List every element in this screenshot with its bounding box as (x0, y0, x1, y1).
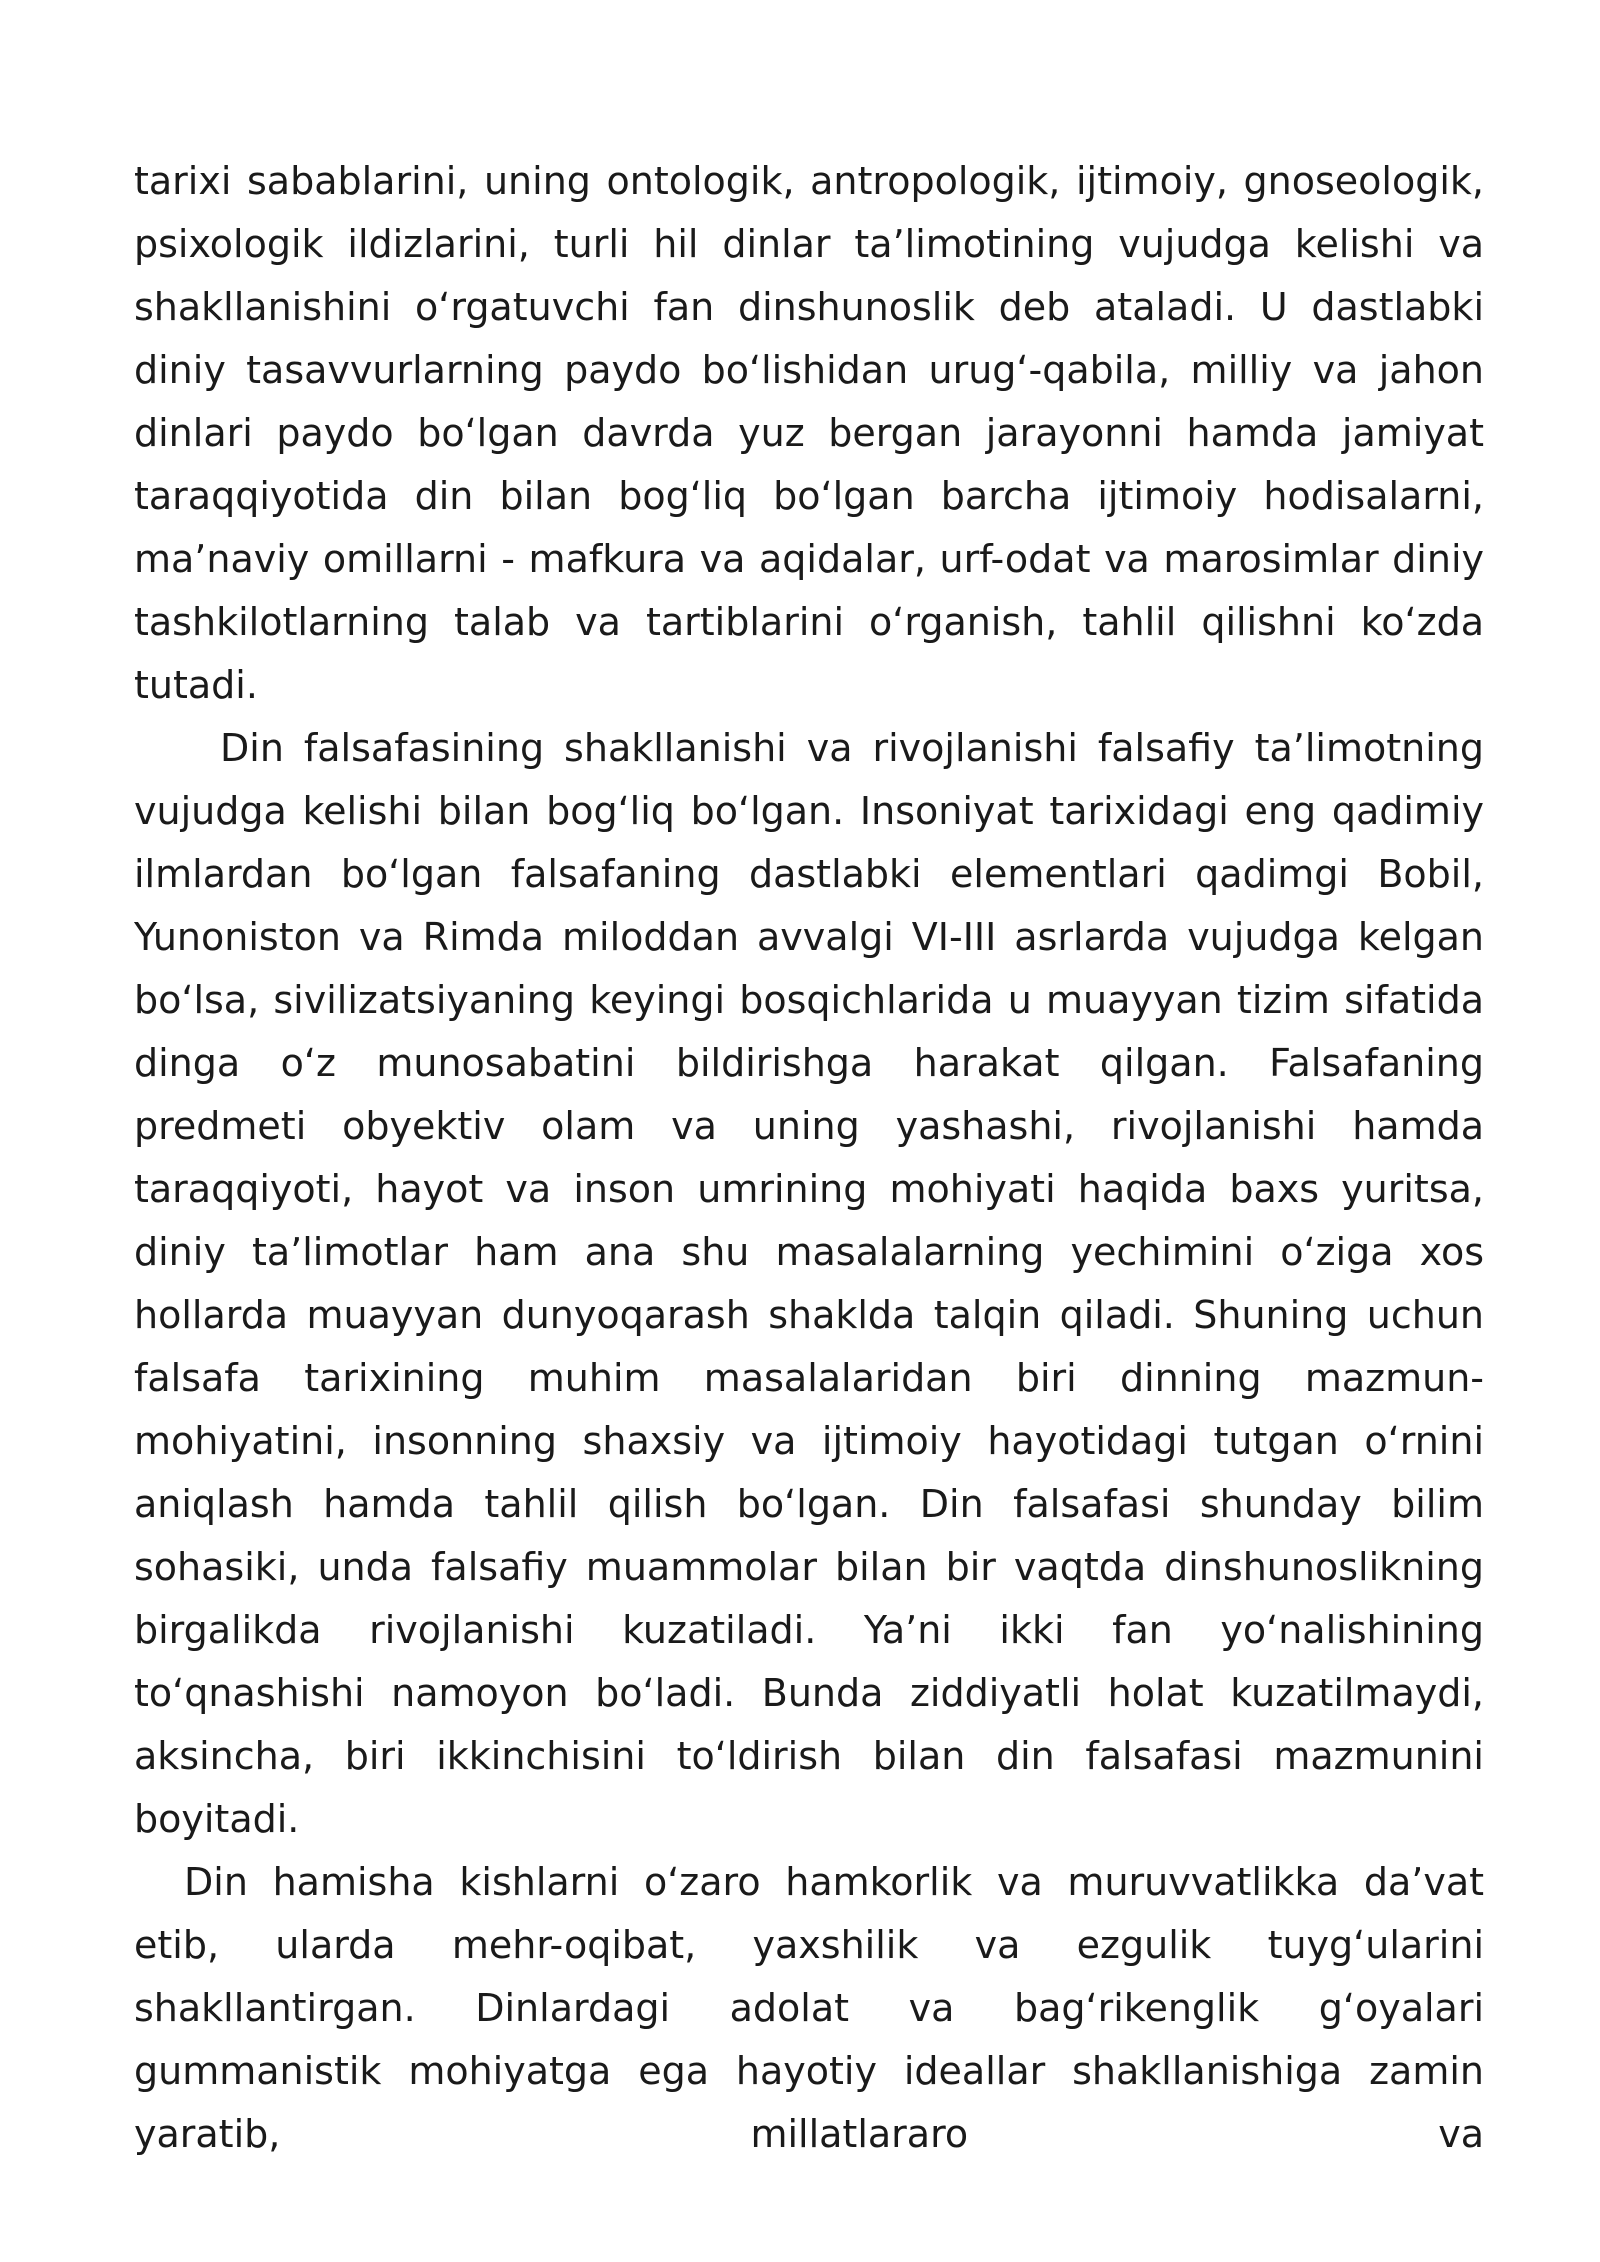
paragraph-din-hamisha: Din hamisha kishlarni o‘zaro hamkorlik va muruvvatlikka da’vat etib, ularda mehr-oqibat, yaxshilik va ezgulik tuyg‘ularini shakllantirgan. Dinlardagi adolat va bag‘rikenglik g‘oyalari gummanistik mohiyatga ega hayotiy ideallar shakllanishiga zamin yaratib, millatlararo va (134, 1860, 1484, 2156)
paragraph-continued: tarixi sabablarini, uning ontologik, antropologik, ijtimoiy, gnoseologik, psixologik ildizlarini, turli hil dinlar ta’limotining vujudga kelishi va shakllanishini o‘rgatuvchi fan dinshunoslik deb ataladi. U dastlabki diniy tasavvurlarning paydo bo‘lishidan urug‘-qabila, milliy va jahon dinlari paydo bo‘lgan davrda yuz bergan jarayonni hamda jamiyat taraqqiyotida din bilan bog‘liq bo‘lgan barcha ijtimoiy hodisalarni, ma’naviy omillarni - mafkura va aqidalar, urf-odat va marosimlar diniy tashkilotlarning talab va tartiblarini o‘rganish, tahlil qilishni ko‘zda tutadi. (134, 159, 1484, 707)
paragraph-din-falsafasi: Din falsafasining shakllanishi va rivojlanishi falsafiy ta’limotning vujudga kelishi bilan bog‘liq bo‘lgan. Insoniyat tarixidagi eng qadimiy ilmlardan bo‘lgan falsafaning dastlabki elementlari qadimgi Bobil, Yunoniston va Rimda miloddan avvalgi VI-III asrlarda vujudga kelgan bo‘lsa, sivilizatsiyaning keyingi bosqichlarida u muayyan tizim sifatida dinga o‘z munosabatini bildirishga harakat qilgan. Falsafaning predmeti obyektiv olam va uning yashashi, rivojlanishi hamda taraqqiyoti, hayot va inson umrining mohiyati haqida baxs yuritsa, diniy ta’limotlar ham ana shu masalalarning yechimini o‘ziga xos hollarda muayyan dunyoqarash shaklda talqin qiladi. Shuning uchun falsafa tarixining muhim masalalaridan biri dinning mazmun-mohiyatini, insonning shaxsiy va ijtimoiy hayotidagi tutgan o‘rnini aniqlash hamda tahlil qilish bo‘lgan. Din falsafasi shunday bilim sohasiki, unda falsafiy muammolar bilan bir vaqtda dinshunoslikning birgalikda rivojlanishi kuzatiladi. Ya’ni ikki fan yo‘nalishining to‘qnashishi namoyon bo‘ladi. Bunda ziddiyatli holat kuzatilmaydi, aksincha, biri ikkinchisini to‘ldirish bilan din falsafasi mazmunini boyitadi. (134, 726, 1484, 1841)
